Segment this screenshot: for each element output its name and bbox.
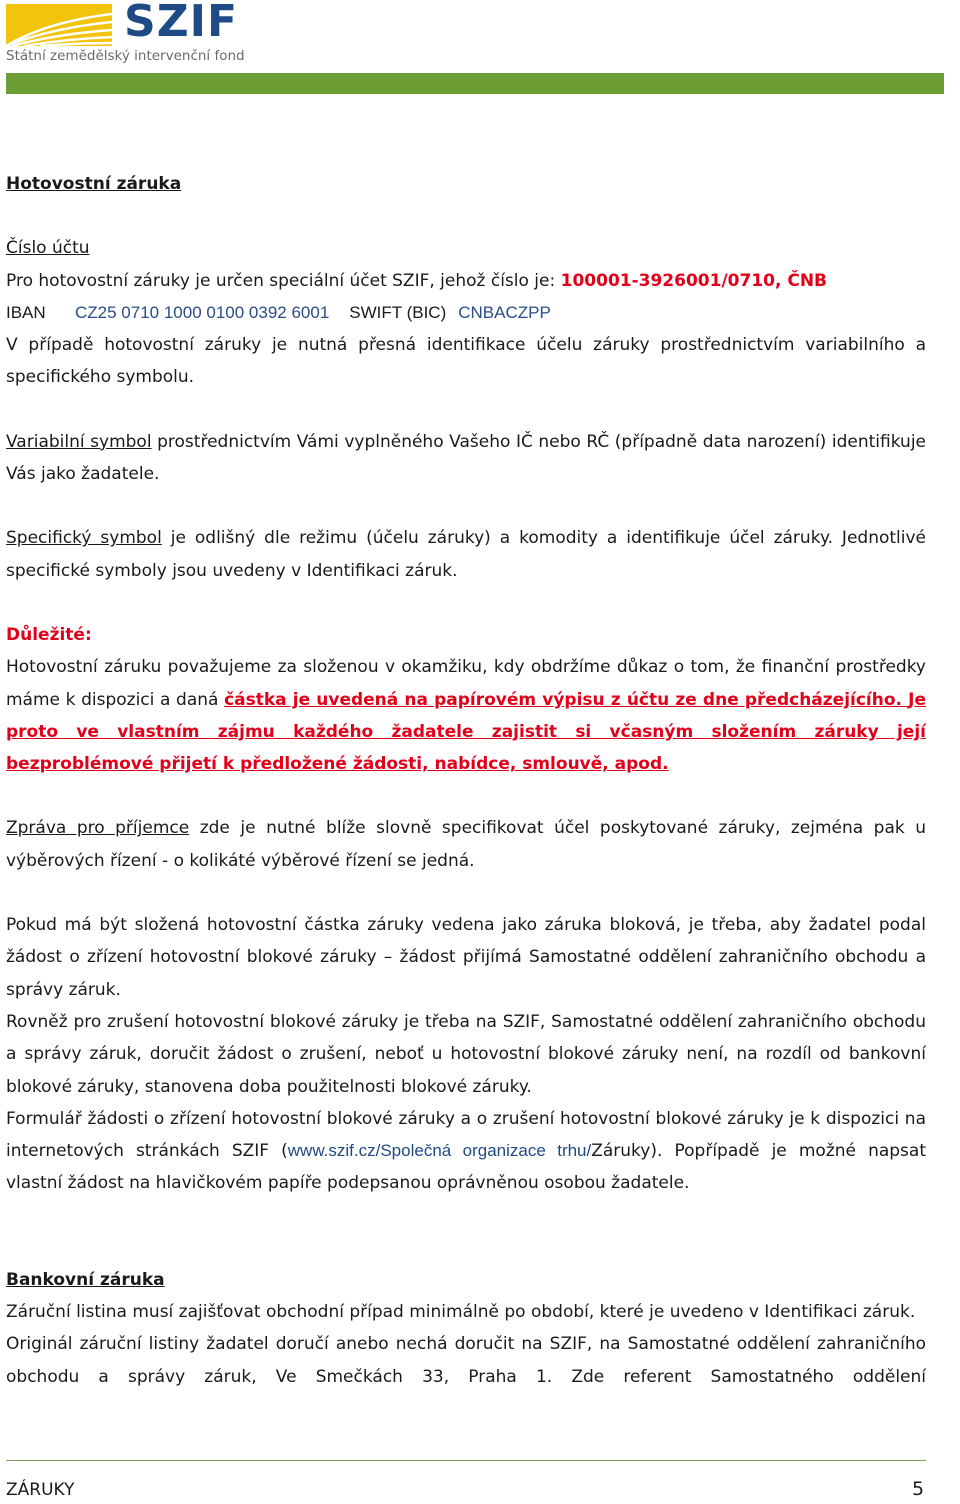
identification-paragraph: V případě hotovostní záruky je nutná přesná identifikace účelu záruky prostřednictvím variabilního a specifického symbolu. [6,335,926,388]
form-paragraph [6,1103,926,1200]
footer-divider [6,1460,926,1461]
cancellation-paragraph: Rovněž pro zrušení hotovostní blokové záruky je třeba na SZIF, Samostatné oddělení zahraničního obchodu a správy záruk, doručit žádost o zrušení, neboť u hotovostní blokové záruky není, na rozdíl od bankovní blokové záruky, stanovena doba použitelnosti blokové záruky. [6,1011,926,1097]
szif-website-link[interactable]: www.szif.cz/Společná organizace trhu/ [287,1141,592,1161]
logo-wordmark: SZIF [124,0,239,47]
block-guarantee-paragraph: Pokud má být složená hotovostní částka záruky vedena jako záruka bloková, je třeba, aby žadatel podal žádost o zřízení hotovostní blokové záruky – žádost přijímá Samostatné oddělení zahraničního obchodu a správy záruk. [6,915,926,1000]
important-label: Důležité: [6,624,92,645]
specific-symbol-label: Specifický symbol [6,528,162,549]
szif-logo-icon [6,4,112,46]
swift-label: SWIFT (BIC) [349,302,447,322]
recipient-message-label: Zpráva pro příjemce [6,818,190,839]
account-intro: Pro hotovostní záruky je určen speciální účet SZIF, jehož číslo je: [6,270,561,291]
document-body [6,168,926,1393]
iban-value: CZ25 0710 1000 0100 0392 6001 [75,302,330,322]
important-paragraph [6,651,926,780]
variable-symbol-paragraph [6,426,926,491]
variable-symbol-label: Variabilní symbol [6,431,152,452]
page-number: 5 [912,1478,925,1500]
important-text: Hotovostní záruku považujeme za složenou v okamžiku, kdy obdržíme důkaz o tom, že finanční prostředky máme k dispozici a daná [6,657,926,710]
bank-guarantee-paragraph-1: Záruční listina musí zajišťovat obchodní případ minimálně po období, které je uvedeno v Identifikaci záruk. [6,1302,916,1323]
page-header [6,0,944,95]
important-red-2: Je proto ve vlastním zájmu každého žadatele zajistit si včasným složením záruky její bezproblémové přijetí k předložené žádosti, nabídce, smlouvě, apod. [6,689,926,775]
form-text-2: Záruky). Popřípadě je možné napsat vlastní žádost na hlavičkovém papíře podepsanou oprávněnou osobou žadatele. [6,1141,926,1194]
specific-symbol-text: je odlišný dle režimu (účelu záruky) a komodity a identifikuje účel záruky. Jednotlivé specifické symboly jsou uvedeny v Identifikaci záruk. [6,528,926,581]
iban-line [6,297,926,329]
subheading-cislo-uctu: Číslo účtu [6,238,90,259]
account-paragraph [6,265,926,297]
recipient-message-text: zde je nutné blíže slovně specifikovat účel poskytované záruky, zejména pak u výběrových řízení - o kolikáté výběrové řízení se jedná. [6,818,927,871]
bank-guarantee-paragraph-2: Originál záruční listiny žadatel doručí anebo nechá doručit na SZIF, na Samostatné oddělení zahraničního obchodu a správy záruk, Ve Smečkách 33, Praha 1. Zde referent Samostatného oddělení [6,1334,926,1387]
heading-bankovni-zaruka: Bankovní záruka [6,1269,165,1290]
logo-subtitle: Státní zemědělský intervenční fond [6,48,245,64]
important-red-1: částka je uvedená na papírovém výpisu z účtu ze dne předcházejícího. [224,689,909,710]
variable-symbol-text: prostřednictvím Vámi vyplněného Vašeho IČ nebo RČ (případně data narození) identifikuje Vás jako žadatele. [6,431,926,485]
footer-label: ZÁRUKY [6,1480,75,1500]
iban-label: IBAN [6,302,46,322]
heading-hotovostni-zaruka: Hotovostní záruka [6,174,182,194]
form-text-1: Formulář žádosti o zřízení hotovostní blokové záruky a o zrušení hotovostní blokové záruky je k dispozici na internetových stránkách SZIF ( [6,1108,926,1162]
recipient-message-paragraph [6,812,926,877]
account-number: 100001-3926001/0710, ČNB [560,270,828,291]
swift-value: CNBACZPP [458,302,551,322]
specific-symbol-paragraph [6,522,926,587]
header-green-bar [6,73,944,94]
